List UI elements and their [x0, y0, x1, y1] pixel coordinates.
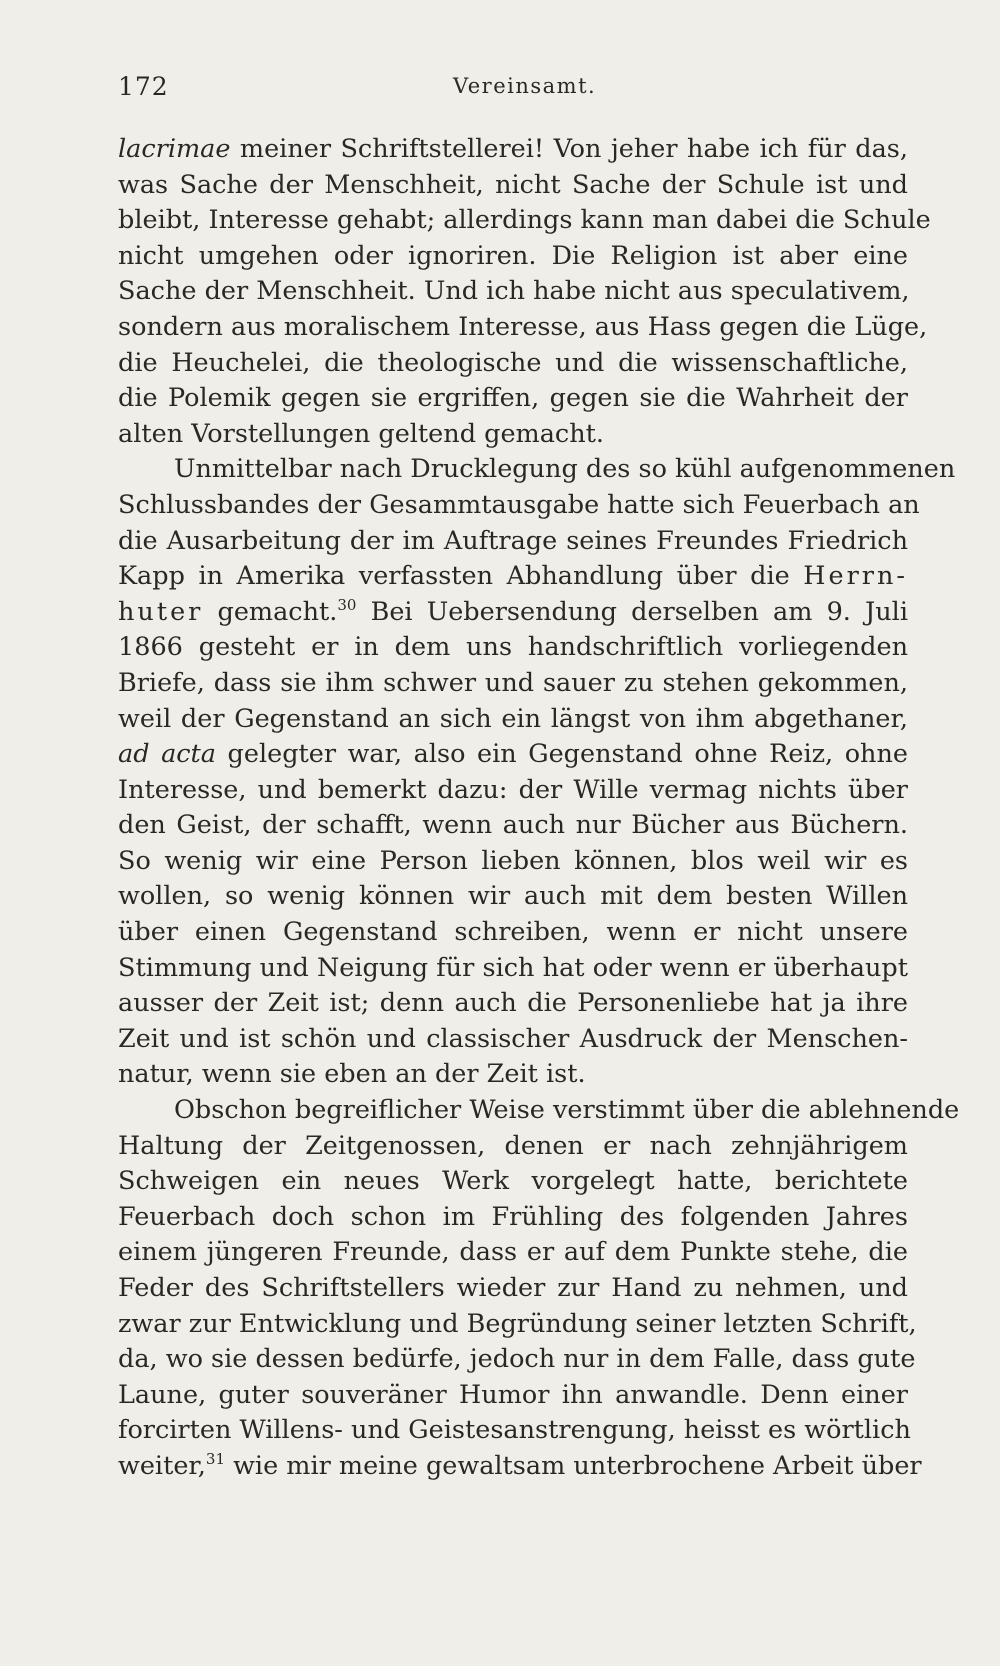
- text-segment: Sache der Menschheit. Und ich habe nicht aus speculativem,: [118, 276, 910, 307]
- text-line: [118, 1022, 908, 1058]
- text-line: [118, 666, 908, 702]
- text-segment: über einen Gegenstand schreiben, wenn er nicht unsere: [118, 917, 908, 948]
- text-line: [118, 1307, 917, 1343]
- footnote-ref: 31: [205, 1449, 225, 1468]
- text-line: [118, 986, 908, 1022]
- text-line: [118, 1271, 908, 1307]
- text-line: [118, 559, 908, 595]
- text-line: [118, 808, 908, 844]
- text-line: [118, 310, 928, 346]
- text-line: [118, 915, 908, 951]
- text-line: [118, 844, 908, 880]
- text-line: [118, 132, 908, 168]
- text-line: [118, 951, 908, 987]
- text-line: [118, 1342, 916, 1378]
- text-segment: Obschon begreiflicher Weise verstimmt über die ablehnende: [174, 1095, 960, 1126]
- text-line: [118, 239, 908, 275]
- text-line: [118, 203, 931, 239]
- text-line: [118, 879, 908, 915]
- text-segment: So wenig wir eine Person lieben können, blos weil wir es: [118, 845, 908, 876]
- text-segment: Bei Uebersendung derselben am 9. Juli: [356, 596, 908, 627]
- text-segment: forcirten Willens- und Geistesanstrengung, heisst es wörtlich: [118, 1415, 911, 1446]
- text-segment: Stimmung und Neigung für sich hat oder wenn er überhaupt: [118, 952, 908, 983]
- text-line: [118, 488, 920, 524]
- text-segment: huter: [118, 596, 204, 627]
- text-segment: weiter,: [118, 1450, 206, 1481]
- text-line: [118, 1378, 908, 1414]
- text-line: [118, 773, 908, 809]
- text-line: [118, 1449, 922, 1485]
- text-segment: ausser der Zeit ist; denn auch die Personenliebe hat ja ihre: [118, 988, 908, 1019]
- text-segment: da, wo sie dessen bedürfe, jedoch nur in dem Falle, dass gute: [118, 1344, 916, 1375]
- text-segment: Interesse, und bemerkt dazu: der Wille vermag nichts über: [118, 774, 908, 805]
- text-segment: Feder des Schriftstellers wieder zur Hand zu nehmen, und: [118, 1273, 908, 1303]
- text-segment: nicht umgehen oder ignoriren. Die Religion ist aber eine: [118, 240, 908, 271]
- text-segment: einem jüngeren Freunde, dass er auf dem Punkte stehe, die: [118, 1237, 908, 1268]
- running-head: Vereinsamt.: [453, 74, 597, 98]
- footnote-ref: 30: [337, 595, 357, 614]
- page-header: [118, 72, 908, 112]
- text-segment: Laune, guter souveräner Humor ihn anwandle. Denn einer: [118, 1379, 908, 1410]
- paragraph: [118, 132, 931, 452]
- text-line: [118, 1200, 908, 1236]
- page-body: [118, 132, 960, 1485]
- text-segment: die Heuchelei, die theologische und die wissenschaftliche,: [118, 347, 908, 378]
- text-segment: sondern aus moralischem Interesse, aus Hass gegen die Lüge,: [118, 311, 928, 342]
- text-segment: Unmittelbar nach Drucklegung des so kühl aufgenommenen: [174, 454, 956, 485]
- text-segment: die Ausarbeitung der im Auftrage seines Freundes Friedrich: [118, 525, 908, 556]
- text-line: [118, 1129, 908, 1165]
- text-line: [118, 274, 908, 310]
- text-segment: Feuerbach doch schon im Frühling des folgenden Jahres: [118, 1201, 908, 1232]
- text-segment: 1866 gesteht er in dem uns handschriftlich vorliegenden: [118, 632, 908, 663]
- text-segment: Schweigen ein neues Werk vorgelegt hatte, berichtete: [118, 1166, 908, 1197]
- text-segment: weil der Gegenstand an sich ein längst von ihm abgethaner,: [118, 703, 908, 734]
- text-segment: Schlussbandes der Gesammtausgabe hatte sich Feuerbach an: [118, 489, 920, 520]
- text-segment: wie mir meine gewaltsam unterbrochene Arbeit über: [225, 1450, 922, 1481]
- text-line: [118, 737, 908, 773]
- text-segment: alten Vorstellungen geltend gemacht.: [118, 418, 604, 449]
- text-line: [118, 168, 908, 204]
- text-segment: Herrn-: [803, 561, 908, 592]
- text-segment: den Geist, der schafft, wenn auch nur Bücher aus Büchern.: [118, 810, 908, 841]
- text-segment: Kapp in Amerika verfassten Abhandlung über die: [118, 561, 804, 592]
- paragraph: [118, 452, 956, 1093]
- text-line: [118, 346, 908, 382]
- text-segment: Haltung der Zeitgenossen, denen er nach zehnjährigem: [118, 1130, 908, 1161]
- text-line: [118, 630, 908, 666]
- text-segment: bleibt, Interesse gehabt; allerdings kann man dabei die Schule: [118, 205, 931, 236]
- text-line: [118, 524, 908, 560]
- text-segment: Zeit und ist schön und classischer Ausdruck der Menschen-: [118, 1023, 908, 1054]
- text-segment: meiner Schriftstellerei! Von jeher habe ich für das,: [230, 134, 908, 164]
- text-segment: natur, wenn sie eben an der Zeit ist.: [118, 1059, 586, 1090]
- text-segment: was Sache der Menschheit, nicht Sache der Schule ist und: [118, 169, 908, 200]
- text-segment: ad acta: [118, 739, 217, 770]
- text-segment: gemacht.: [203, 596, 338, 627]
- text-line: [118, 381, 908, 417]
- text-line: [118, 595, 908, 631]
- text-line: [118, 417, 908, 453]
- text-segment: die Polemik gegen sie ergriffen, gegen sie die Wahrheit der: [118, 383, 908, 414]
- text-segment: lacrimae: [118, 134, 231, 164]
- text-segment: zwar zur Entwicklung und Begründung seiner letzten Schrift,: [118, 1308, 917, 1339]
- text-line: [118, 1413, 911, 1449]
- text-line: [118, 1235, 908, 1271]
- text-line: [118, 1057, 908, 1093]
- text-segment: gelegter war, also ein Gegenstand ohne Reiz, ohne: [216, 739, 908, 770]
- text-line: [118, 1164, 908, 1200]
- text-segment: Briefe, dass sie ihm schwer und sauer zu stehen gekommen,: [118, 667, 908, 698]
- text-line: [118, 1093, 960, 1129]
- text-line: [118, 702, 908, 738]
- text-line: [118, 452, 956, 488]
- paragraph: [118, 1093, 960, 1485]
- page-number: 172: [118, 72, 169, 101]
- text-segment: wollen, so wenig können wir auch mit dem besten Willen: [118, 881, 908, 912]
